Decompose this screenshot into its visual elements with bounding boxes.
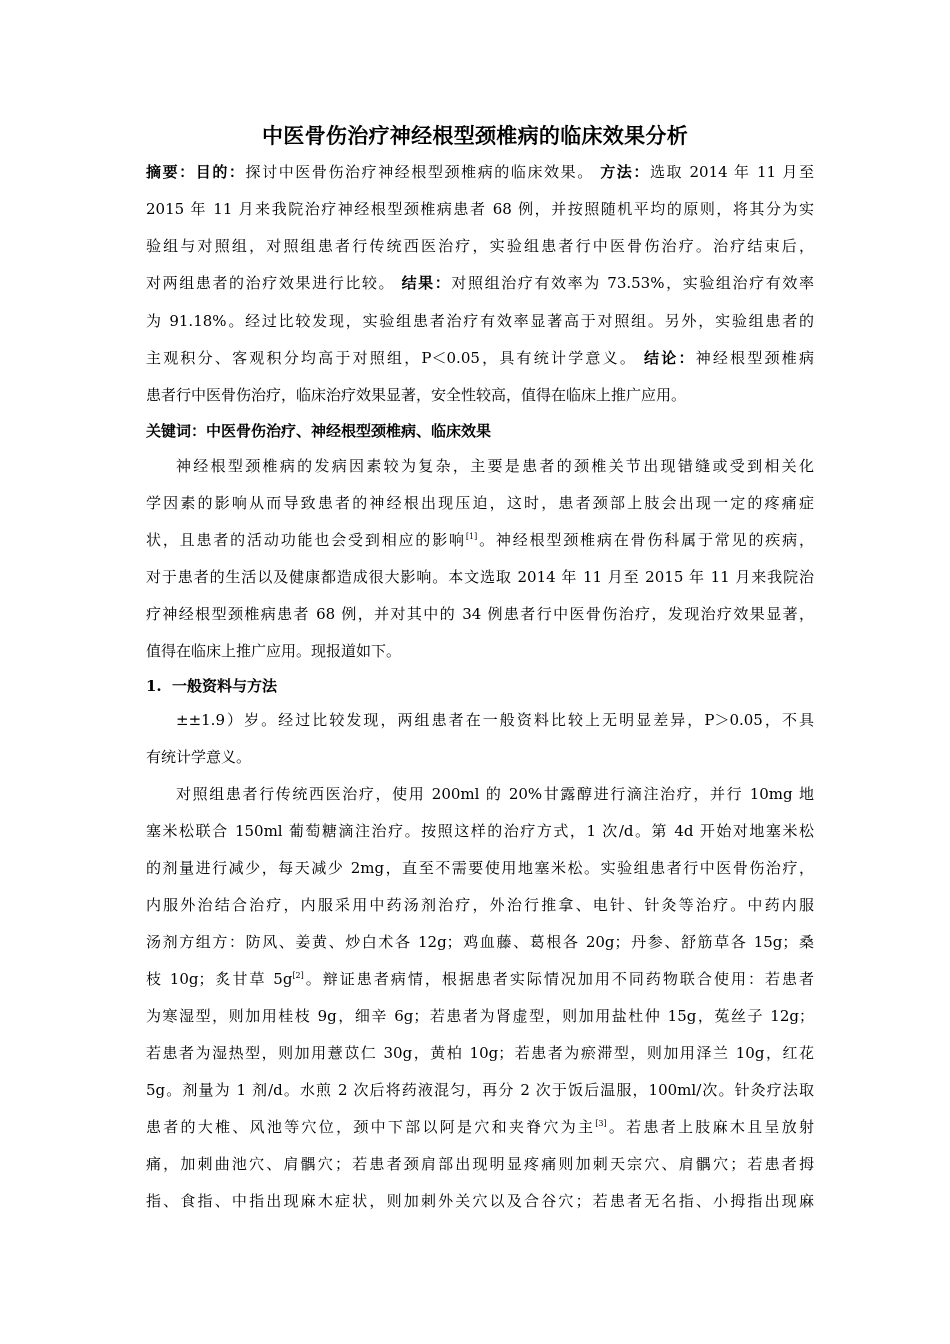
result-label: 结果： bbox=[401, 274, 452, 292]
abstract-line-2: 2015 年 11 月来我院治疗神经根型颈椎病患者 68 例，并按照随机平均的原则，将其分为实 bbox=[146, 200, 814, 218]
abstract-line-3: 验组与对照组，对照组患者行传统西医治疗，实验组患者行中医骨伤治疗。治疗结束后， bbox=[146, 237, 814, 255]
citation-2: [2] bbox=[292, 971, 304, 980]
abstract-line-4-text: 对两组患者的治疗效果进行比较。 bbox=[146, 274, 396, 292]
body-p2-line-4: 内服外治结合治疗，内服采用中药汤剂治疗，外治行推拿、电针、针灸等治疗。中药内服 bbox=[146, 896, 814, 914]
body-p2-line-11: 痛，加刺曲池穴、肩髃穴；若患者颈肩部出现明显疼痛则加刺天宗穴、肩髃穴；若患者拇 bbox=[146, 1155, 814, 1173]
section-heading bbox=[146, 675, 277, 697]
keywords bbox=[146, 420, 814, 442]
body-p2-line-10 bbox=[146, 1116, 814, 1138]
intro-line-4: 对于患者的生活以及健康都造成很大影响。本文选取 2014 年 11 月至 2015 年 11 月来我院治 bbox=[146, 568, 814, 586]
abstract-label: 摘要： bbox=[146, 163, 196, 181]
intro-line-3-text-b: 。神经根型颈椎病在骨伤科属于常见的疾病， bbox=[477, 531, 814, 549]
body-p2-line-6 bbox=[146, 968, 814, 990]
body-p2-line-9: 5g。剂量为 1 剂/d。水煎 2 次后将药液混匀，再分 2 次于饭后温服，100ml/次。针灸疗法取 bbox=[146, 1081, 814, 1099]
section-number: 1. bbox=[146, 677, 162, 695]
body-p2-line-5: 汤剂方组方：防风、姜黄、炒白术各 12g；鸡血藤、葛根各 20g；丹参、舒筋草各 15g；桑 bbox=[146, 933, 814, 951]
body-p2-line-6-text-b: 。辩证患者病情，根据患者实际情况加用不同药物联合使用：若患者 bbox=[303, 970, 814, 988]
body-p2-line-8: 若患者为湿热型，则加用薏苡仁 30g，黄柏 10g；若患者为瘀滞型，则加用泽兰 10g，红花 bbox=[146, 1044, 814, 1062]
purpose-text: 探讨中医骨伤治疗神经根型颈椎病的临床效果。 bbox=[245, 163, 594, 181]
citation-3: [3] bbox=[595, 1119, 607, 1128]
intro-line-3-text: 状，且患者的活动功能也会受到相应的影响 bbox=[146, 531, 466, 549]
method-text: 选取 2014 年 11 月至 bbox=[649, 163, 814, 181]
purpose-label: 目的： bbox=[195, 163, 246, 181]
result-text: 对照组治疗有效率为 73.53%，实验组治疗有效率 bbox=[451, 274, 814, 292]
keywords-text: 中医骨伤治疗、神经根型颈椎病、临床效果 bbox=[206, 422, 492, 440]
body-p2-line-10-text-b: 。若患者上肢麻木且呈放射 bbox=[606, 1118, 814, 1136]
intro-line-2: 学因素的影响从而导致患者的神经根出现压迫，这时，患者颈部上肢会出现一定的疼痛症 bbox=[146, 494, 814, 512]
body-p2-line-2: 塞米松联合 150ml 葡萄糖滴注治疗。按照这样的治疗方式，1 次/d。第 4d 开始对地塞米松 bbox=[146, 822, 814, 840]
section-title: 一般资料与方法 bbox=[172, 677, 278, 695]
body-p2-line-7: 为寒湿型，则加用桂枝 9g，细辛 6g；若患者为肾虚型，则加用盐杜仲 15g，菟丝子 12g； bbox=[146, 1007, 814, 1025]
document-title: 中医骨伤治疗神经根型颈椎病的临床效果分析 bbox=[262, 123, 688, 148]
body-p2-line-3: 的剂量进行减少，每天减少 2mg，直至不需要使用地塞米松。实验组患者行中医骨伤治疗， bbox=[146, 859, 814, 877]
body-p2-line-10-text: 患者的大椎、风池等穴位，颈中下部以阿是穴和夹脊穴为主 bbox=[146, 1118, 596, 1136]
intro-line-5: 疗神经根型颈椎病患者 68 例，并对其中的 34 例患者行中医骨伤治疗，发现治疗效果显著， bbox=[146, 605, 814, 623]
body-p1-line-1: ±±1.9）岁。经过比较发现，两组患者在一般资料比较上无明显差异，P＞0.05，不具 bbox=[176, 711, 814, 729]
abstract-line-5: 为 91.18%。经过比较发现，实验组患者治疗有效率显著高于对照组。另外，实验组患者的 bbox=[146, 312, 814, 330]
conclusion-label: 结论： bbox=[644, 349, 696, 367]
conclusion-text: 神经根型颈椎病 bbox=[695, 349, 814, 367]
intro-line-3 bbox=[146, 529, 814, 551]
body-p2-line-1: 对照组患者行传统西医治疗，使用 200ml 的 20%甘露醇进行滴注治疗，并行 10mg 地 bbox=[176, 785, 814, 803]
abstract-line-1 bbox=[146, 161, 814, 183]
body-p1-line-2: 有统计学意义。 bbox=[146, 748, 252, 766]
body-p2-line-6-text: 枝 10g；炙甘草 5g bbox=[146, 970, 293, 988]
abstract-line-6 bbox=[146, 347, 814, 369]
method-label: 方法： bbox=[600, 163, 650, 181]
keywords-label: 关键词： bbox=[146, 422, 207, 440]
abstract-line-7: 患者行中医骨伤治疗，临床治疗效果显著，安全性较高，值得在临床上推广应用。 bbox=[146, 386, 687, 404]
intro-line-6: 值得在临床上推广应用。现报道如下。 bbox=[146, 642, 402, 660]
intro-line-1: 神经根型颈椎病的发病因素较为复杂，主要是患者的颈椎关节出现错缝或受到相关化 bbox=[176, 457, 814, 475]
abstract-line-6-text: 主观积分、客观积分均高于对照组，P＜0.05，具有统计学意义。 bbox=[146, 349, 638, 367]
body-p2-line-12: 指、食指、中指出现麻木症状，则加刺外关穴以及合谷穴；若患者无名指、小拇指出现麻 bbox=[146, 1192, 814, 1210]
citation-1: [1] bbox=[465, 532, 478, 541]
abstract-line-4 bbox=[146, 272, 814, 294]
